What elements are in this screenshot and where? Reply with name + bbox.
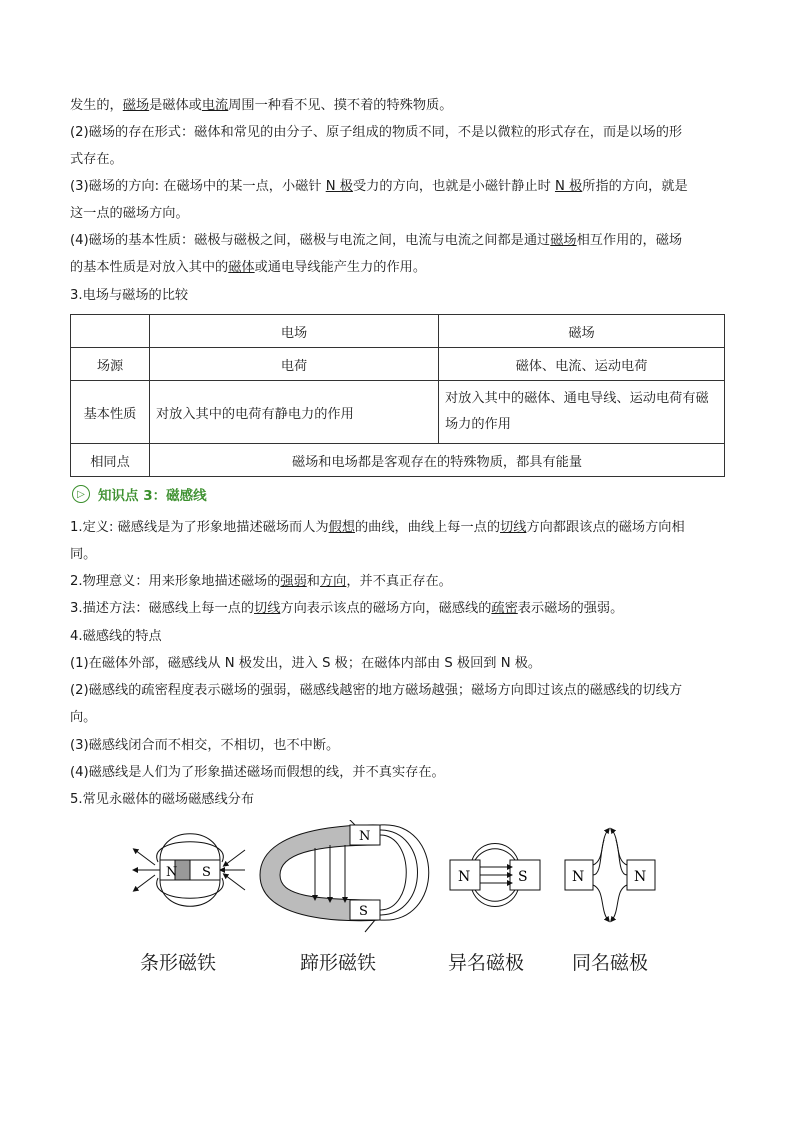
feature-2-line-2: 向。 — [70, 710, 97, 725]
text-run: 2.物理意义：用来形象地描述磁场的 — [70, 574, 281, 589]
underlined-term: N 极 — [325, 179, 353, 194]
feature-title: 4.磁感线的特点 — [70, 629, 162, 644]
method-line — [70, 599, 724, 619]
caption-bar-magnet: 条形磁铁 — [140, 952, 217, 974]
horseshoe-magnet-diagram — [260, 820, 429, 932]
underlined-term: N 极 — [554, 179, 583, 194]
distribution-title: 5.常见永磁体的磁场磁感线分布 — [70, 792, 255, 807]
text-run: 和 — [306, 574, 320, 589]
underlined-term: 磁体 — [228, 260, 255, 275]
cell-both: 磁场和电场都是客观存在的特殊物质，都具有能量 — [150, 444, 725, 477]
underlined-term: 强弱 — [280, 574, 307, 589]
header-cell: 电场 — [150, 315, 439, 348]
underlined-term: 切线 — [254, 601, 281, 616]
intro-line-1 — [70, 96, 724, 116]
feature-1: (1)在磁体外部，磁感线从 N 极发出，进入 S 极；在磁体内部由 S 极回到 N 极。 — [70, 656, 542, 671]
magnet-field-figure — [130, 820, 670, 940]
horseshoe-s-label: S — [359, 904, 368, 919]
underlined-term: 切线 — [500, 520, 527, 535]
cell-line: 场力的作用 — [445, 417, 511, 432]
text-run: 的基本性质是对放入其中的 — [70, 260, 229, 275]
text-run: (4)磁场的基本性质：磁极与磁极之间，磁极与电流之间，电流与电流之间都是通过 — [70, 233, 551, 248]
text-run: ，并不真正存在。 — [346, 574, 452, 589]
text-run: 受力的方向，也就是小磁针静止时 — [352, 179, 555, 194]
text-run: 的曲线，曲线上每一点的 — [354, 520, 501, 535]
para-3-line-2: 这一点的磁场方向。 — [70, 206, 189, 221]
row-label: 基本性质 — [71, 381, 150, 444]
text-run: 表示磁场的强弱。 — [517, 601, 624, 616]
underlined-term: 方向 — [319, 574, 347, 589]
cell-electric: 电荷 — [150, 348, 439, 381]
header-cell: 磁场 — [439, 315, 725, 348]
play-circle-icon: ▷ — [72, 485, 90, 503]
same-n-label-left: N — [572, 869, 585, 885]
compare-heading: 3.电场与磁场的比较 — [70, 288, 189, 303]
underlined-term: 磁场 — [550, 233, 577, 248]
underlined-term: 磁场 — [122, 98, 150, 113]
caption-opposite-poles: 异名磁极 — [448, 952, 525, 974]
caption-horseshoe-magnet: 蹄形磁铁 — [300, 952, 377, 974]
row-label: 场源 — [71, 348, 150, 381]
knowledge-point-title: 知识点 3：磁感线 — [98, 488, 207, 504]
cell-line: 对放入其中的磁体、通电导线、运动电荷有磁 — [445, 391, 709, 406]
table-header-row — [71, 315, 725, 348]
table-row — [71, 381, 725, 444]
text-run: 发生的， — [70, 98, 123, 113]
same-n-label-right: N — [634, 869, 647, 885]
para-4-line-2 — [70, 258, 724, 278]
horseshoe-n-label: N — [359, 829, 371, 844]
definition-line-2: 同。 — [70, 547, 97, 562]
underlined-term: 疏密 — [491, 601, 518, 616]
para-3-line-1 — [70, 177, 724, 197]
feature-3: (3)磁感线闭合而不相交，不相切，也不中断。 — [70, 738, 340, 753]
meaning-line — [70, 572, 724, 592]
text-run: (3)磁场的方向: 在磁场中的某一点，小磁针 — [70, 179, 326, 194]
bar-magnet-s-label: S — [202, 865, 211, 880]
para-4-line-1 — [70, 231, 724, 251]
definition-line-1 — [70, 518, 724, 538]
text-run: 所指的方向，就是 — [582, 179, 688, 194]
text-run: 方向表示该点的磁场方向，磁感线的 — [280, 601, 492, 616]
text-run: 是磁体或 — [149, 98, 202, 113]
bar-magnet-diagram — [135, 834, 245, 907]
bar-magnet-n-label: N — [166, 865, 178, 880]
text-run: 3.描述方法：磁感线上每一点的 — [70, 601, 255, 616]
text-run: 1.定义: 磁感线是为了形象地描述磁场而人为 — [70, 520, 329, 535]
text-run: 相互作用的，磁场 — [576, 233, 683, 248]
knowledge-point-heading — [72, 484, 207, 504]
text-run: 或通电导线能产生力的作用。 — [254, 260, 427, 275]
caption-same-poles: 同名磁极 — [572, 952, 649, 974]
table-row — [71, 348, 725, 381]
text-run: 周围一种看不见、摸不着的特殊物质。 — [228, 98, 453, 113]
cell-magnetic: 磁体、电流、运动电荷 — [439, 348, 725, 381]
opposite-n-label: N — [458, 869, 471, 885]
para-2-line-2: 式存在。 — [70, 152, 123, 167]
para-2-line-1: (2)磁场的存在形式：磁体和常见的由分子、原子组成的物质不同，不是以微粒的形式存在，而是以场的形 — [70, 125, 683, 140]
comparison-table — [70, 314, 725, 477]
underlined-term: 假想 — [328, 520, 355, 535]
feature-2-line-1: (2)磁感线的疏密程度表示磁场的强弱，磁感线越密的地方磁场越强；磁场方向即过该点的磁感线的切线方 — [70, 683, 683, 698]
opposite-s-label: S — [518, 869, 528, 885]
cell-electric: 对放入其中的电荷有静电力的作用 — [150, 381, 439, 444]
header-cell — [71, 315, 150, 348]
text-run: 方向都跟该点的磁场方向相 — [526, 520, 685, 535]
cell-magnetic — [439, 381, 725, 444]
underlined-term: 电流 — [201, 98, 229, 113]
row-label: 相同点 — [71, 444, 150, 477]
table-row — [71, 444, 725, 477]
feature-4: (4)磁感线是人们为了形象描述磁场而假想的线，并不真实存在。 — [70, 765, 445, 780]
